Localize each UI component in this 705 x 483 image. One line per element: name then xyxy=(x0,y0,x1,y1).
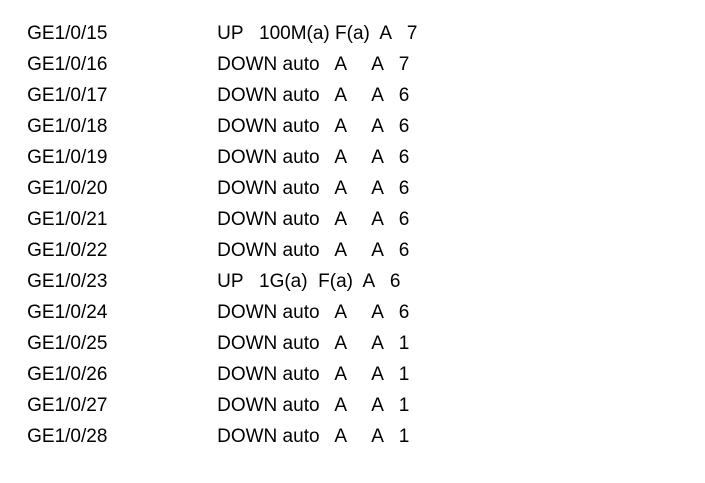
interface-status: DOWN auto A A 6 xyxy=(217,302,410,323)
interface-status: UP 1G(a) F(a) A 6 xyxy=(217,271,401,292)
interface-name: GE1/0/23 xyxy=(27,271,108,292)
interface-name: GE1/0/24 xyxy=(27,302,108,323)
interface-name: GE1/0/15 xyxy=(27,23,108,44)
interface-status: UP 100M(a) F(a) A 7 xyxy=(217,23,418,44)
interface-status: DOWN auto A A 6 xyxy=(217,240,410,261)
table-row xyxy=(0,0,705,44)
interface-name: GE1/0/26 xyxy=(27,364,108,385)
interface-name: GE1/0/18 xyxy=(27,116,108,137)
interface-status: DOWN auto A A 1 xyxy=(217,333,410,354)
interface-status: DOWN auto A A 6 xyxy=(217,147,410,168)
interface-name: GE1/0/21 xyxy=(27,209,108,230)
interface-status: DOWN auto A A 1 xyxy=(217,426,410,447)
interface-name: GE1/0/16 xyxy=(27,54,108,75)
interface-status: DOWN auto A A 6 xyxy=(217,209,410,230)
interface-status: DOWN auto A A 6 xyxy=(217,116,410,137)
interface-status: DOWN auto A A 6 xyxy=(217,85,410,106)
interface-name: GE1/0/19 xyxy=(27,147,108,168)
interface-name: GE1/0/27 xyxy=(27,395,108,416)
interface-name: GE1/0/25 xyxy=(27,333,108,354)
interface-status: DOWN auto A A 1 xyxy=(217,395,410,416)
interface-status: DOWN auto A A 7 xyxy=(217,54,410,75)
interface-name: GE1/0/22 xyxy=(27,240,108,261)
interface-name: GE1/0/20 xyxy=(27,178,108,199)
interface-status: DOWN auto A A 6 xyxy=(217,178,410,199)
interface-status: DOWN auto A A 1 xyxy=(217,364,410,385)
interface-name: GE1/0/17 xyxy=(27,85,108,106)
interface-name: GE1/0/28 xyxy=(27,426,108,447)
